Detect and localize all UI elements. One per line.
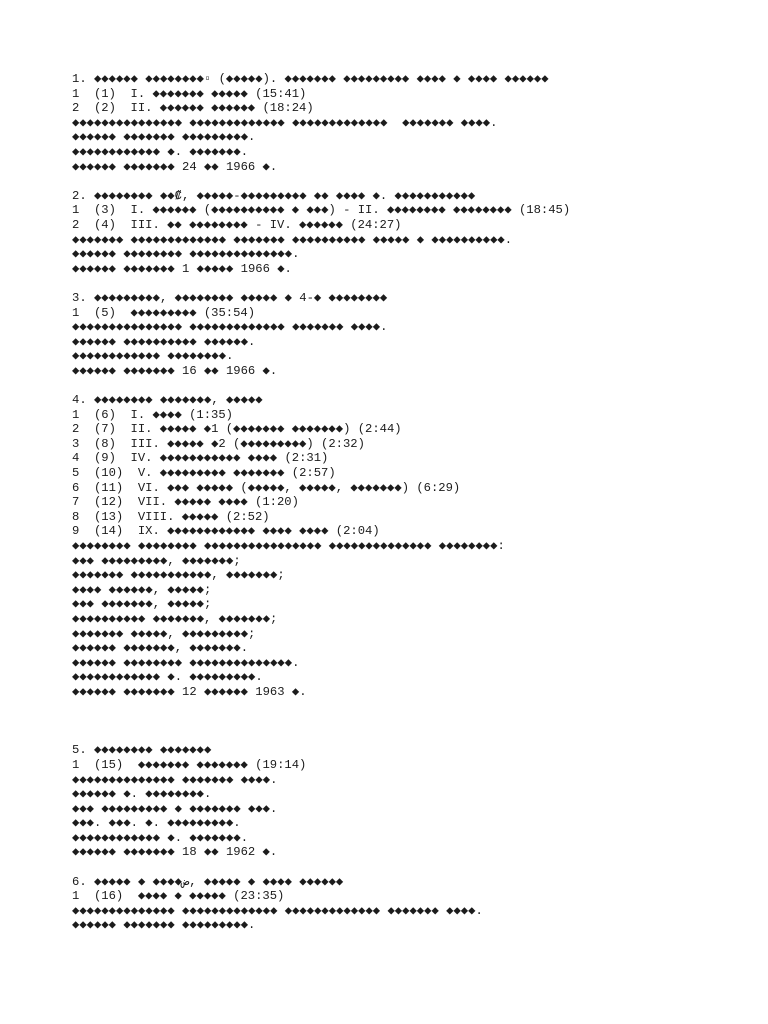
text-line: ◆◆◆ ◆◆◆◆◆◆◆◆◆ ◆ ◆◆◆◆◆◆◆ ◆◆◆. (72, 801, 278, 816)
text-line: ◆◆◆◆◆◆ ◆◆◆◆◆◆◆◆◆◆ ◆◆◆◆◆◆. (72, 334, 256, 349)
text-line: ◆◆◆◆◆◆◆ ◆◆◆◆◆◆◆◆◆◆◆, ◆◆◆◆◆◆◆; (72, 568, 285, 583)
text-line: ◆◆◆◆◆◆◆◆◆◆◆◆ ◆. ◆◆◆◆◆◆◆. (72, 830, 249, 845)
text-line: ◆◆◆◆◆◆◆◆◆◆◆◆ ◆◆◆◆◆◆◆◆. (72, 349, 234, 364)
text-line: ◆◆◆◆◆◆ ◆◆◆◆◆◆◆ 12 ◆◆◆◆◆◆ 1963 ◆. (72, 684, 307, 699)
text-line: 2 (4) III. ◆◆ ◆◆◆◆◆◆◆◆ - IV. ◆◆◆◆◆◆ (24:27) (72, 217, 402, 232)
section-heading: 3. ◆◆◆◆◆◆◆◆◆, ◆◆◆◆◆◆◆◆ ◆◆◆◆◆ ◆ 4-◆ ◆◆◆◆◆◆◆◆ (72, 290, 388, 305)
text-line: 3 (8) III. ◆◆◆◆◆ ◆2 (◆◆◆◆◆◆◆◆◆) (2:32) (72, 436, 365, 451)
text-line: ◆◆◆. ◆◆◆. ◆. ◆◆◆◆◆◆◆◆◆. (72, 816, 241, 831)
section-4 (72, 393, 752, 699)
text-line: ◆◆◆◆◆◆◆◆◆◆◆◆◆◆ ◆◆◆◆◆◆◆ ◆◆◆◆. (72, 772, 278, 787)
text-line: ◆◆◆◆◆◆◆◆◆◆◆◆◆◆ ◆◆◆◆◆◆◆◆◆◆◆◆◆ ◆◆◆◆◆◆◆◆◆◆◆◆◆ ◆◆◆◆◆◆◆ ◆◆◆◆. (72, 903, 483, 918)
text-line: ◆◆◆◆◆◆◆◆ ◆◆◆◆◆◆◆◆ ◆◆◆◆◆◆◆◆◆◆◆◆◆◆◆◆ ◆◆◆◆◆◆◆◆◆◆◆◆◆◆ ◆◆◆◆◆◆◆◆: (72, 539, 505, 553)
text-line: ◆◆◆◆◆◆ ◆◆◆◆◆◆◆ 18 ◆◆ 1962 ◆. (72, 845, 278, 860)
text-line: 5 (10) V. ◆◆◆◆◆◆◆◆◆ ◆◆◆◆◆◆◆ (2:57) (72, 466, 336, 481)
text-line: ◆◆◆◆◆◆◆◆◆◆ ◆◆◆◆◆◆◆, ◆◆◆◆◆◆◆; (72, 611, 278, 626)
text-line: 1 (16) ◆◆◆◆ ◆ ◆◆◆◆◆ (23:35) (72, 889, 285, 904)
text-line: ◆◆◆◆◆◆ ◆◆◆◆◆◆◆, ◆◆◆◆◆◆◆. (72, 641, 249, 656)
text-line: ◆◆◆◆◆◆ ◆◆◆◆◆◆◆ 16 ◆◆ 1966 ◆. (72, 363, 278, 378)
text-line: ◆◆◆◆◆◆◆◆◆◆◆◆ ◆. ◆◆◆◆◆◆◆◆◆. (72, 670, 263, 685)
text-line: ◆◆◆◆◆◆◆◆◆◆◆◆◆◆◆ ◆◆◆◆◆◆◆◆◆◆◆◆◆ ◆◆◆◆◆◆◆ ◆◆◆◆. (72, 320, 388, 335)
text-line: ◆◆◆◆◆◆ ◆. ◆◆◆◆◆◆◆◆. (72, 787, 212, 802)
text-line: 7 (12) VII. ◆◆◆◆◆ ◆◆◆◆ (1:20) (72, 495, 299, 510)
section-5 (72, 743, 752, 860)
text-line: ◆◆◆ ◆◆◆◆◆◆◆◆◆, ◆◆◆◆◆◆◆; (72, 553, 241, 568)
text-line: ◆◆◆◆◆◆◆◆◆◆◆◆◆◆◆ ◆◆◆◆◆◆◆◆◆◆◆◆◆ ◆◆◆◆◆◆◆◆◆◆◆◆◆ ◆◆◆◆◆◆◆ ◆◆◆◆. (72, 115, 498, 130)
text-line: ◆◆◆◆◆◆ ◆◆◆◆◆◆◆◆ ◆◆◆◆◆◆◆◆◆◆◆◆◆◆. (72, 247, 300, 262)
section-heading: 5. ◆◆◆◆◆◆◆◆ ◆◆◆◆◆◆◆ (72, 743, 212, 758)
text-line: ◆◆◆◆ ◆◆◆◆◆◆, ◆◆◆◆◆; (72, 582, 212, 597)
document-page (72, 72, 752, 948)
text-line: ◆◆◆◆◆◆ ◆◆◆◆◆◆◆ ◆◆◆◆◆◆◆◆◆. (72, 918, 256, 933)
text-line: 2 (2) II. ◆◆◆◆◆◆ ◆◆◆◆◆◆ (18:24) (72, 101, 314, 116)
text-line: 9 (14) IX. ◆◆◆◆◆◆◆◆◆◆◆◆ ◆◆◆◆ ◆◆◆◆ (2:04) (72, 524, 380, 539)
text-line: 1 (3) I. ◆◆◆◆◆◆ (◆◆◆◆◆◆◆◆◆◆ ◆ ◆◆◆) - II. ◆◆◆◆◆◆◆◆ ◆◆◆◆◆◆◆◆ (18:45) (72, 203, 571, 218)
text-line: 1 (5) ◆◆◆◆◆◆◆◆◆ (35:54) (72, 305, 256, 320)
section-heading: 4. ◆◆◆◆◆◆◆◆ ◆◆◆◆◆◆◆, ◆◆◆◆◆ (72, 393, 263, 408)
text-line: ◆◆◆◆◆◆ ◆◆◆◆◆◆◆◆ ◆◆◆◆◆◆◆◆◆◆◆◆◆◆. (72, 655, 300, 670)
section-6 (72, 875, 752, 933)
text-line: ◆◆◆ ◆◆◆◆◆◆◆, ◆◆◆◆◆; (72, 597, 212, 612)
text-line: 8 (13) VIII. ◆◆◆◆◆ (2:52) (72, 509, 270, 524)
text-line: ◆◆◆◆◆◆ ◆◆◆◆◆◆◆ 1 ◆◆◆◆◆ 1966 ◆. (72, 261, 292, 276)
section-3 (72, 291, 752, 379)
text-line: 1 (15) ◆◆◆◆◆◆◆ ◆◆◆◆◆◆◆ (19:14) (72, 757, 307, 772)
section-heading: 6. ◆◆◆◆◆ ◆ ◆◆◆◆ض, ◆◆◆◆◆ ◆ ◆◆◆◆ ◆◆◆◆◆◆ (72, 874, 344, 889)
text-line: ◆◆◆◆◆◆ ◆◆◆◆◆◆◆ 24 ◆◆ 1966 ◆. (72, 159, 278, 174)
section-heading: 2. ◆◆◆◆◆◆◆◆ ◆◆₡, ◆◆◆◆◆-◆◆◆◆◆◆◆◆◆ ◆◆ ◆◆◆◆ ◆. ◆◆◆◆◆◆◆◆◆◆◆ (72, 188, 476, 203)
text-line: 6 (11) VI. ◆◆◆ ◆◆◆◆◆ (◆◆◆◆◆, ◆◆◆◆◆, ◆◆◆◆◆◆◆) (6:29) (72, 480, 461, 495)
text-line: 1 (6) I. ◆◆◆◆ (1:35) (72, 407, 233, 422)
section-1 (72, 72, 752, 174)
text-line: ◆◆◆◆◆◆◆ ◆◆◆◆◆◆◆◆◆◆◆◆◆ ◆◆◆◆◆◆◆ ◆◆◆◆◆◆◆◆◆◆ ◆◆◆◆◆ ◆ ◆◆◆◆◆◆◆◆◆◆. (72, 232, 513, 247)
section-2 (72, 189, 752, 277)
text-line: ◆◆◆◆◆◆ ◆◆◆◆◆◆◆ ◆◆◆◆◆◆◆◆◆. (72, 130, 256, 145)
text-line: 4 (9) IV. ◆◆◆◆◆◆◆◆◆◆◆ ◆◆◆◆ (2:31) (72, 451, 329, 466)
text-line: 2 (7) II. ◆◆◆◆◆ ◆1 (◆◆◆◆◆◆◆ ◆◆◆◆◆◆◆) (2:44) (72, 422, 402, 437)
text-line: ◆◆◆◆◆◆◆◆◆◆◆◆ ◆. ◆◆◆◆◆◆◆. (72, 144, 249, 159)
section-heading: 1. ◆◆◆◆◆◆ ◆◆◆◆◆◆◆◆▫ (◆◆◆◆◆). ◆◆◆◆◆◆◆ ◆◆◆◆◆◆◆◆◆ ◆◆◆◆ ◆ ◆◆◆◆ ◆◆◆◆◆◆ (72, 72, 549, 86)
text-line: 1 (1) I. ◆◆◆◆◆◆◆ ◆◆◆◆◆ (15:41) (72, 86, 307, 101)
text-line: ◆◆◆◆◆◆◆ ◆◆◆◆◆, ◆◆◆◆◆◆◆◆◆; (72, 626, 256, 641)
